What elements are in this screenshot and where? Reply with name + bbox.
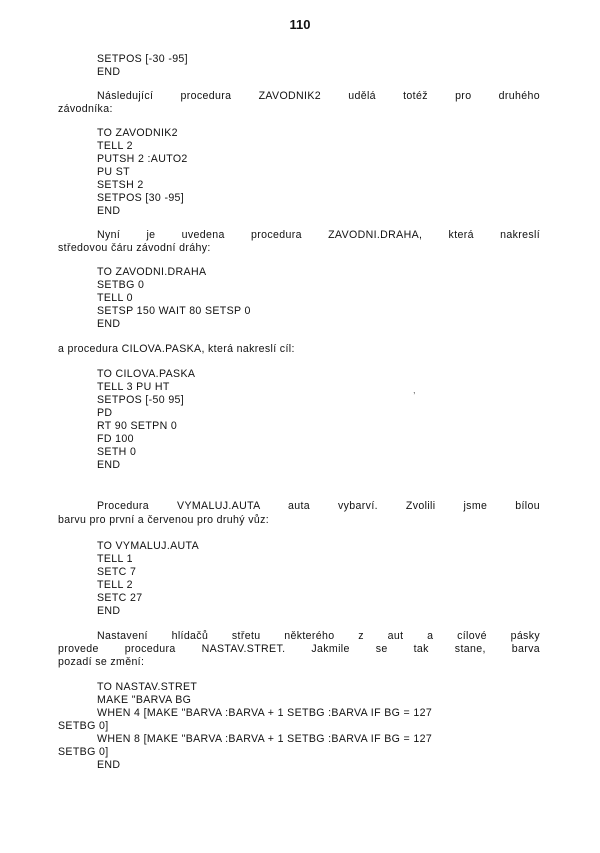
code-line: TELL 0 (97, 292, 133, 304)
code-line: END (97, 318, 121, 330)
paragraph-line: Nyní je uvedena procedura ZAVODNI.DRAHA, která nakreslí (97, 229, 540, 241)
paragraph-line: a procedura CILOVA.PASKA, která nakreslí cíl: (58, 343, 295, 355)
code-line: TO NASTAV.STRET (97, 681, 198, 693)
code-line: FD 100 (97, 433, 134, 445)
code-line: TELL 2 (97, 140, 133, 152)
code-line: SETPOS [30 -95] (97, 192, 185, 204)
code-line: RT 90 SETPN 0 (97, 420, 178, 432)
code-line: END (97, 459, 121, 471)
code-line: TELL 3 PU HT (97, 381, 170, 393)
code-line: SETC 7 (97, 566, 137, 578)
code-line: TO CILOVA.PASKA (97, 368, 196, 380)
paragraph-line: závodníka: (58, 103, 113, 115)
code-line: WHEN 8 [MAKE "BARVA :BARVA + 1 SETBG :BARVA IF BG = 127 (97, 733, 433, 745)
code-line: TO VYMALUJ.AUTA (97, 540, 199, 552)
code-line: SETH 0 (97, 446, 137, 458)
code-line: SETSP 150 WAIT 80 SETSP 0 (97, 305, 251, 317)
code-line: SETC 27 (97, 592, 143, 604)
page-number: 110 (289, 17, 311, 32)
code-line: SETBG 0 (97, 279, 145, 291)
code-line: MAKE "BARVA BG (97, 694, 192, 706)
code-line: END (97, 205, 121, 217)
code-line: END (97, 759, 121, 771)
code-line: PUTSH 2 :AUTO2 (97, 153, 188, 165)
paragraph-line: Následující procedura ZAVODNIK2 udělá totéž pro druhého (97, 90, 540, 102)
paragraph-line: provede procedura NASTAV.STRET. Jakmile se tak stane, barva (58, 643, 540, 655)
code-line: SETBG 0] (58, 746, 109, 758)
code-line: PD (97, 407, 113, 419)
code-line: SETPOS [-30 -95] (97, 53, 188, 65)
code-line: SETPOS [-50 95] (97, 394, 185, 406)
code-line: TELL 2 (97, 579, 133, 591)
code-line: END (97, 605, 121, 617)
code-line: SETSH 2 (97, 179, 144, 191)
paragraph-line: Nastavení hlídačů střetu některého z aut a cílové pásky (97, 630, 540, 642)
code-line: WHEN 4 [MAKE "BARVA :BARVA + 1 SETBG :BARVA IF BG = 127 (97, 707, 433, 719)
code-line: TO ZAVODNIK2 (97, 127, 178, 139)
paragraph-line: barvu pro první a červenou pro druhý vůz: (58, 514, 270, 526)
paragraph-line: středovou čáru závodní dráhy: (58, 242, 211, 254)
code-line: PU ST (97, 166, 130, 178)
code-line: TELL 1 (97, 553, 133, 565)
stray-mark: , (413, 385, 416, 395)
code-line: END (97, 66, 121, 78)
paragraph-line: Procedura VYMALUJ.AUTA auta vybarví. Zvolili jsme bílou (97, 500, 540, 512)
paragraph-line: pozadí se změní: (58, 656, 145, 668)
code-line: TO ZAVODNI.DRAHA (97, 266, 207, 278)
code-line: SETBG 0] (58, 720, 109, 732)
